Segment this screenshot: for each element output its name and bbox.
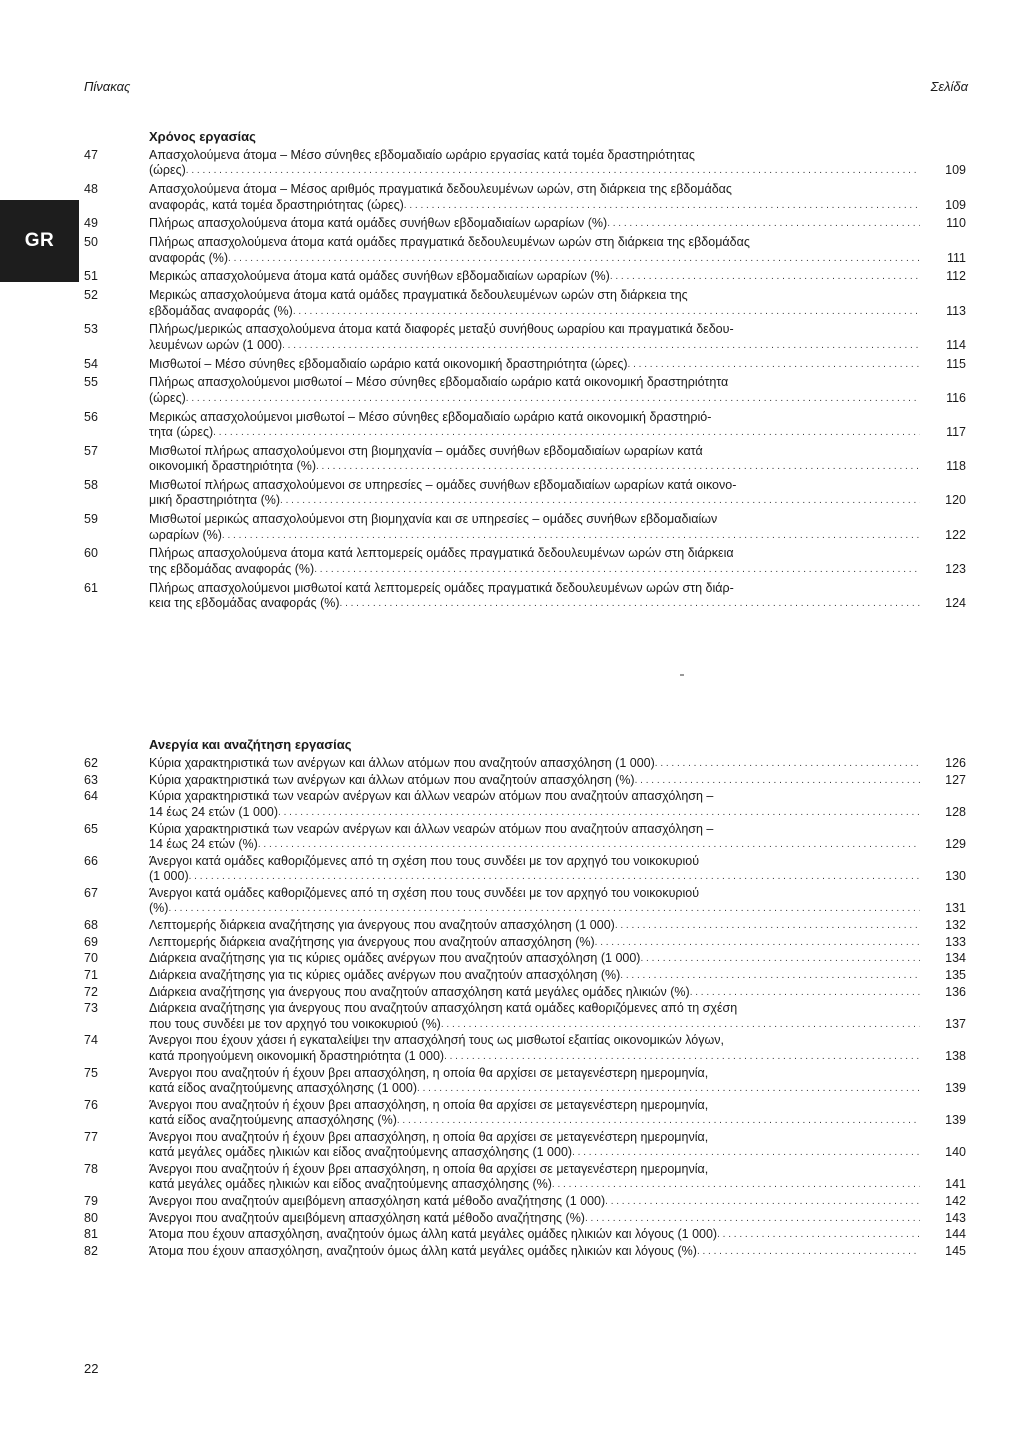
toc-entry bbox=[84, 1194, 966, 1209]
table-title bbox=[149, 410, 920, 441]
title-line: Μισθωτοί μερικώς απασχολούμενοι στη βιομηχανία και σε υπηρεσίες – ομάδες συνήθων εβδομαδιαίων bbox=[149, 512, 718, 527]
title-line: Άνεργοι κατά ομάδες καθοριζόμενες από τη σχέση που τους συνδέει με τον αρχηγό του νοικοκυριού bbox=[149, 853, 700, 868]
page-reference: 134 bbox=[945, 951, 966, 966]
page-reference: 110 bbox=[946, 216, 966, 231]
table-number: 68 bbox=[84, 917, 98, 932]
table-title bbox=[149, 148, 920, 179]
table-title bbox=[149, 985, 920, 1000]
table-title bbox=[149, 1066, 920, 1097]
page-reference: 118 bbox=[946, 459, 966, 474]
header-right-label: Σελίδα bbox=[930, 79, 968, 94]
page-reference: 120 bbox=[945, 493, 966, 508]
title-line: Άνεργοι που αναζητούν αμειβόμενη απασχόληση κατά μέθοδο αναζήτησης (1 000) bbox=[149, 1194, 606, 1209]
title-line: Κύρια χαρακτηριστικά των ανέργων και άλλων ατόμων που αναζητούν απασχόληση (%) bbox=[149, 772, 635, 787]
toc-entry bbox=[84, 1227, 966, 1242]
dot-leader bbox=[585, 1211, 920, 1226]
dot-leader bbox=[228, 251, 920, 266]
toc-entry bbox=[84, 968, 966, 983]
table-number: 61 bbox=[84, 580, 98, 595]
toc-entry bbox=[84, 148, 966, 179]
dot-leader bbox=[444, 1049, 920, 1064]
dot-leader bbox=[340, 596, 920, 611]
table-title bbox=[149, 375, 920, 406]
title-line: κατά είδος αναζητούμενης απασχόλησης (%) bbox=[149, 1113, 397, 1128]
table-number: 76 bbox=[84, 1097, 98, 1112]
page-reference: 122 bbox=[945, 527, 966, 542]
toc-list bbox=[84, 148, 966, 611]
page-number: 22 bbox=[84, 1361, 99, 1376]
toc-entry bbox=[84, 546, 966, 577]
title-line: Κύρια χαρακτηριστικά των νεαρών ανέργων και άλλων νεαρών ατόμων που αναζητούν απασχόληση – bbox=[149, 821, 714, 836]
page-reference: 138 bbox=[945, 1048, 966, 1063]
dot-leader bbox=[314, 562, 920, 577]
dot-leader bbox=[189, 869, 920, 884]
dot-leader bbox=[278, 805, 920, 820]
title-line: Άτομα που έχουν απασχόληση, αναζητούν όμως άλλη κατά μεγάλες ομάδες ηλικιών και λόγους (%) bbox=[149, 1244, 697, 1259]
page-reference: 111 bbox=[946, 250, 966, 265]
title-line: εβδομάδας αναφοράς (%) bbox=[149, 303, 293, 318]
table-title bbox=[149, 322, 920, 353]
page-reference: 132 bbox=[945, 917, 966, 932]
title-line: Κύρια χαρακτηριστικά των ανέργων και άλλων ατόμων που αναζητούν απασχόληση (1 000) bbox=[149, 756, 655, 770]
title-line: Διάρκεια αναζήτησης για άνεργους που αναζητούν απασχόληση κατά μεγάλες ομάδες ηλικιών (%) bbox=[149, 984, 690, 999]
title-line: Πλήρως απασχολούμενα άτομα κατά ομάδες πραγματικά δεδουλευμένων ωρών στη διάρκεια της εβδομάδας bbox=[149, 235, 750, 250]
title-line: Άνεργοι κατά ομάδες καθοριζόμενες από τη σχέση που τους συνδέει με τον αρχηγό του νοικοκυριού bbox=[149, 885, 700, 900]
dot-leader bbox=[640, 951, 920, 966]
title-line: Άνεργοι που έχουν χάσει ή εγκαταλείψει την απασχόλησή τους ως μισθωτοί εξαιτίας οικονομικών λόγων, bbox=[149, 1033, 724, 1048]
toc-entry bbox=[84, 918, 966, 933]
table-number: 52 bbox=[84, 288, 98, 303]
dot-leader bbox=[417, 1081, 920, 1096]
page-reference: 126 bbox=[945, 756, 966, 770]
title-line: Πλήρως απασχολούμενοι μισθωτοί – Μέσο σύνηθες εβδομαδιαίο ωράριο κατά οικονομική δραστηριότητα bbox=[149, 375, 729, 390]
toc-entry bbox=[84, 512, 966, 543]
table-title bbox=[149, 1098, 920, 1129]
table-number: 51 bbox=[84, 269, 98, 284]
toc-entry bbox=[84, 822, 966, 853]
title-line: Απασχολούμενα άτομα – Μέσο σύνηθες εβδομαδιαίο ωράριο εργασίας κατά τομέα δραστηριότητας bbox=[149, 148, 695, 162]
dot-leader bbox=[572, 1145, 920, 1160]
toc-entry bbox=[84, 985, 966, 1000]
dot-leader bbox=[404, 198, 920, 213]
toc-entry bbox=[84, 444, 966, 475]
page-reference: 131 bbox=[945, 901, 966, 916]
dot-leader bbox=[605, 1194, 920, 1209]
title-line: Άνεργοι που αναζητούν αμειβόμενη απασχόληση κατά μέθοδο αναζήτησης (%) bbox=[149, 1210, 585, 1225]
dot-leader bbox=[213, 425, 920, 440]
page-reference: 130 bbox=[945, 869, 966, 884]
toc-entry bbox=[84, 886, 966, 917]
toc-entry bbox=[84, 375, 966, 406]
toc-entry bbox=[84, 410, 966, 441]
dot-leader bbox=[186, 163, 920, 178]
title-line: (%) bbox=[149, 901, 169, 916]
title-line: ωραρίων (%) bbox=[149, 527, 222, 542]
scan-mark bbox=[680, 674, 684, 676]
toc-entry bbox=[84, 773, 966, 788]
title-line: Άνεργοι που αναζητούν ή έχουν βρει απασχόληση, η οποία θα αρχίσει σε μεταγενέστερη ημερομηνία, bbox=[149, 1129, 709, 1144]
dot-leader bbox=[441, 1017, 920, 1032]
table-title bbox=[149, 581, 920, 612]
toc-entry bbox=[84, 1001, 966, 1032]
toc-entry bbox=[84, 478, 966, 509]
table-title bbox=[149, 269, 920, 284]
toc-entry bbox=[84, 581, 966, 612]
dot-leader bbox=[628, 357, 920, 372]
title-line: Άνεργοι που αναζητούν ή έχουν βρει απασχόληση, η οποία θα αρχίσει σε μεταγενέστερη ημερομηνία, bbox=[149, 1065, 709, 1080]
section-unemployment bbox=[84, 736, 966, 1261]
table-number: 54 bbox=[84, 356, 98, 371]
table-title bbox=[149, 1130, 920, 1161]
toc-entry bbox=[84, 235, 966, 266]
table-number: 60 bbox=[84, 546, 98, 561]
title-line: μική δραστηριότητα (%) bbox=[149, 493, 281, 508]
table-number: 63 bbox=[84, 772, 98, 787]
toc-entry bbox=[84, 216, 966, 231]
toc-entry bbox=[84, 951, 966, 966]
title-line: Διάρκεια αναζήτησης για άνεργους που αναζητούν απασχόληση κατά ομάδες καθοριζόμενες από τη σχέση bbox=[149, 1001, 738, 1016]
toc-entry bbox=[84, 1162, 966, 1193]
title-line: κατά μεγάλες ομάδες ηλικιών και είδος αναζητούμενης απασχόλησης (%) bbox=[149, 1177, 552, 1192]
toc-entry bbox=[84, 1211, 966, 1226]
table-number: 57 bbox=[84, 443, 98, 458]
title-line: Μερικώς απασχολούμενοι μισθωτοί – Μέσο σύνηθες εβδομαδιαίο ωράριο κατά οικονομική δραστηριό- bbox=[149, 409, 712, 424]
page-reference: 116 bbox=[946, 390, 966, 405]
table-title bbox=[149, 1227, 920, 1242]
dot-leader bbox=[690, 985, 920, 1000]
title-line: 14 έως 24 ετών (1 000) bbox=[149, 804, 279, 819]
page-reference: 117 bbox=[946, 425, 966, 440]
toc-list bbox=[84, 756, 966, 1260]
title-line: που τους συνδέει με τον αρχηγό του νοικοκυριού (%) bbox=[149, 1016, 441, 1031]
dot-leader bbox=[168, 901, 920, 916]
table-title bbox=[149, 968, 920, 983]
title-line: Άνεργοι που αναζητούν ή έχουν βρει απασχόληση, η οποία θα αρχίσει σε μεταγενέστερη ημερομηνία, bbox=[149, 1161, 709, 1176]
title-line: τητα (ώρες) bbox=[149, 425, 214, 440]
page-reference: 128 bbox=[945, 804, 966, 819]
table-number: 50 bbox=[84, 235, 98, 250]
table-number: 69 bbox=[84, 934, 98, 949]
title-line: αναφοράς (%) bbox=[149, 250, 229, 265]
page-reference: 139 bbox=[945, 1113, 966, 1128]
table-title bbox=[149, 951, 920, 966]
toc-entry bbox=[84, 756, 966, 771]
table-number: 80 bbox=[84, 1210, 98, 1225]
dot-leader bbox=[397, 1113, 920, 1128]
table-number: 82 bbox=[84, 1244, 98, 1259]
table-number: 67 bbox=[84, 885, 98, 900]
table-number: 66 bbox=[84, 853, 98, 868]
language-tab: GR bbox=[0, 200, 79, 282]
table-title bbox=[149, 1211, 920, 1226]
title-line: κατά είδος αναζητούμενης απασχόλησης (1 000) bbox=[149, 1080, 418, 1095]
title-line: λευμένων ωρών (1 000) bbox=[149, 337, 283, 352]
page-reference: 139 bbox=[945, 1080, 966, 1095]
title-line: κατά μεγάλες ομάδες ηλικιών και είδος αναζητούμενης απασχόλησης (1 000) bbox=[149, 1145, 573, 1160]
title-line: Μισθωτοί πλήρως απασχολούμενοι σε υπηρεσίες – ομάδες συνήθων εβδομαδιαίων ωραρίων κατά οικονο- bbox=[149, 478, 737, 493]
table-title bbox=[149, 789, 920, 820]
title-line: της εβδομάδας αναφοράς (%) bbox=[149, 561, 315, 576]
table-number: 72 bbox=[84, 984, 98, 999]
table-title bbox=[149, 1244, 920, 1259]
table-number: 64 bbox=[84, 789, 98, 804]
table-number: 49 bbox=[84, 216, 98, 231]
table-title bbox=[149, 935, 920, 950]
table-title bbox=[149, 822, 920, 853]
dot-leader bbox=[635, 773, 920, 788]
title-line: Διάρκεια αναζήτησης για τις κύριες ομάδες ανέργων που αναζητούν απασχόληση (1 000) bbox=[149, 951, 641, 966]
title-line: Διάρκεια αναζήτησης για τις κύριες ομάδες ανέργων που αναζητούν απασχόληση (%) bbox=[149, 967, 621, 982]
table-number: 81 bbox=[84, 1227, 98, 1242]
table-number: 71 bbox=[84, 967, 98, 982]
table-title bbox=[149, 512, 920, 543]
title-line: αναφοράς, κατά τομέα δραστηριότητας (ώρες) bbox=[149, 197, 404, 212]
dot-leader bbox=[620, 968, 920, 983]
table-number: 55 bbox=[84, 375, 98, 390]
table-number: 75 bbox=[84, 1065, 98, 1080]
title-line: Πλήρως/μερικώς απασχολούμενα άτομα κατά διαφορές μεταξύ συνήθους ωραρίου και πραγματικά δεδου- bbox=[149, 322, 734, 337]
dot-leader bbox=[282, 338, 920, 353]
title-line: Λεπτομερής διάρκεια αναζήτησης για άνεργους που αναζητούν απασχόληση (%) bbox=[149, 934, 595, 949]
page-reference: 142 bbox=[945, 1194, 966, 1209]
table-title bbox=[149, 357, 920, 372]
page-reference: 141 bbox=[945, 1177, 966, 1192]
table-title bbox=[149, 288, 920, 319]
dot-leader bbox=[258, 837, 920, 852]
table-title bbox=[149, 182, 920, 213]
dot-leader bbox=[293, 304, 920, 319]
page-reference: 129 bbox=[945, 836, 966, 851]
title-line: κεια της εβδομάδας αναφοράς (%) bbox=[149, 596, 340, 611]
table-title bbox=[149, 1194, 920, 1209]
dot-leader bbox=[222, 528, 920, 543]
title-line: Μερικώς απασχολούμενα άτομα κατά ομάδες συνήθων εβδομαδιαίων ωραρίων (%) bbox=[149, 269, 610, 284]
page-reference: 145 bbox=[945, 1244, 966, 1259]
page-reference: 140 bbox=[945, 1145, 966, 1160]
toc-entry bbox=[84, 1244, 966, 1259]
toc-entry bbox=[84, 854, 966, 885]
title-line: κατά προηγούμενη οικονομική δραστηριότητα (1 000) bbox=[149, 1048, 445, 1063]
dot-leader bbox=[610, 269, 920, 284]
section-working-time bbox=[84, 128, 966, 615]
title-line: (ώρες) bbox=[149, 163, 186, 178]
table-number: 78 bbox=[84, 1161, 98, 1176]
title-line: 14 έως 24 ετών (%) bbox=[149, 836, 258, 851]
toc-entry bbox=[84, 1033, 966, 1064]
toc-entry bbox=[84, 322, 966, 353]
title-line: Άτομα που έχουν απασχόληση, αναζητούν όμως άλλη κατά μεγάλες ομάδες ηλικιών και λόγους (1 000) bbox=[149, 1227, 718, 1242]
table-number: 70 bbox=[84, 951, 98, 966]
table-number: 79 bbox=[84, 1194, 98, 1209]
toc-entry bbox=[84, 1066, 966, 1097]
title-line: Πλήρως απασχολούμενα άτομα κατά λεπτομερείς ομάδες πραγματικά δεδουλευμένων ωρών στη διάρκεια bbox=[149, 546, 734, 561]
table-title bbox=[149, 1162, 920, 1193]
title-line: Μισθωτοί – Μέσο σύνηθες εβδομαδιαίο ωράριο κατά οικονομική δραστηριότητα (ώρες) bbox=[149, 356, 628, 371]
header-left-label: Πίνακας bbox=[84, 79, 131, 94]
title-line: Πλήρως απασχολούμενα άτομα κατά ομάδες συνήθων εβδομαδιαίων ωραρίων (%) bbox=[149, 216, 608, 231]
dot-leader bbox=[316, 459, 920, 474]
title-line: Απασχολούμενα άτομα – Μέσος αριθμός πραγματικά δεδουλευμένων ωρών, στη διάρκεια της εβδομάδας bbox=[149, 182, 732, 197]
table-title bbox=[149, 886, 920, 917]
dot-leader bbox=[697, 1244, 920, 1259]
table-number: 47 bbox=[84, 148, 98, 162]
toc-entry bbox=[84, 789, 966, 820]
toc-entry bbox=[84, 288, 966, 319]
page-reference: 115 bbox=[946, 356, 966, 371]
table-title bbox=[149, 216, 920, 231]
toc-entry bbox=[84, 1130, 966, 1161]
table-number: 48 bbox=[84, 182, 98, 197]
table-title bbox=[149, 1033, 920, 1064]
table-title bbox=[149, 773, 920, 788]
section-title: Χρόνος εργασίας bbox=[149, 129, 256, 144]
dot-leader bbox=[280, 493, 920, 508]
table-title bbox=[149, 756, 920, 771]
table-number: 56 bbox=[84, 409, 98, 424]
toc-entry bbox=[84, 935, 966, 950]
title-line: Άνεργοι που αναζητούν ή έχουν βρει απασχόληση, η οποία θα αρχίσει σε μεταγενέστερη ημερομηνία, bbox=[149, 1097, 709, 1112]
page-reference: 137 bbox=[945, 1016, 966, 1031]
page-reference: 143 bbox=[945, 1210, 966, 1225]
table-number: 77 bbox=[84, 1129, 98, 1144]
page-reference: 133 bbox=[945, 934, 966, 949]
table-title bbox=[149, 478, 920, 509]
page-reference: 109 bbox=[945, 163, 966, 178]
table-number: 58 bbox=[84, 478, 98, 493]
page-reference: 124 bbox=[945, 596, 966, 611]
dot-leader bbox=[186, 391, 920, 406]
table-number: 59 bbox=[84, 512, 98, 527]
table-number: 73 bbox=[84, 1001, 98, 1016]
page-reference: 135 bbox=[945, 967, 966, 982]
toc-entry bbox=[84, 1098, 966, 1129]
title-line: Λεπτομερής διάρκεια αναζήτησης για άνεργους που αναζητούν απασχόληση (1 000) bbox=[149, 917, 615, 932]
title-line: Μερικώς απασχολούμενα άτομα κατά ομάδες πραγματικά δεδουλευμένων ωρών στη διάρκεια της bbox=[149, 288, 688, 303]
page-reference: 112 bbox=[946, 269, 966, 284]
toc-entry bbox=[84, 269, 966, 284]
dot-leader bbox=[595, 935, 920, 950]
section-title: Ανεργία και αναζήτηση εργασίας bbox=[149, 737, 352, 752]
table-title bbox=[149, 918, 920, 933]
dot-leader bbox=[615, 918, 920, 933]
toc-entry bbox=[84, 357, 966, 372]
title-line: Κύρια χαρακτηριστικά των νεαρών ανέργων και άλλων νεαρών ατόμων που αναζητούν απασχόληση – bbox=[149, 789, 714, 804]
title-line: (1 000) bbox=[149, 869, 189, 884]
table-number: 74 bbox=[84, 1033, 98, 1048]
dot-leader bbox=[655, 756, 920, 771]
page-reference: 144 bbox=[945, 1227, 966, 1242]
toc-entry bbox=[84, 182, 966, 213]
table-number: 62 bbox=[84, 756, 98, 770]
table-title bbox=[149, 854, 920, 885]
page-reference: 114 bbox=[946, 337, 966, 352]
title-line: οικονομική δραστηριότητα (%) bbox=[149, 459, 316, 474]
dot-leader bbox=[607, 216, 920, 231]
table-title bbox=[149, 444, 920, 475]
page-reference: 113 bbox=[946, 303, 966, 318]
page-reference: 109 bbox=[945, 197, 966, 212]
dot-leader bbox=[552, 1177, 920, 1192]
dot-leader bbox=[717, 1227, 920, 1242]
page-reference: 136 bbox=[945, 984, 966, 999]
table-title bbox=[149, 546, 920, 577]
title-line: Μισθωτοί πλήρως απασχολούμενοι στη βιομηχανία – ομάδες συνήθων εβδομαδιαίων ωραρίων κατά bbox=[149, 443, 703, 458]
table-title bbox=[149, 1001, 920, 1032]
table-title bbox=[149, 235, 920, 266]
page-reference: 127 bbox=[945, 772, 966, 787]
table-number: 65 bbox=[84, 821, 98, 836]
table-number: 53 bbox=[84, 322, 98, 337]
page-reference: 123 bbox=[945, 561, 966, 576]
title-line: Πλήρως απασχολούμενοι μισθωτοί κατά λεπτομερείς ομάδες πραγματικά δεδουλευμένων ωρών στη διάρ- bbox=[149, 580, 734, 595]
title-line: (ώρες) bbox=[149, 390, 186, 405]
